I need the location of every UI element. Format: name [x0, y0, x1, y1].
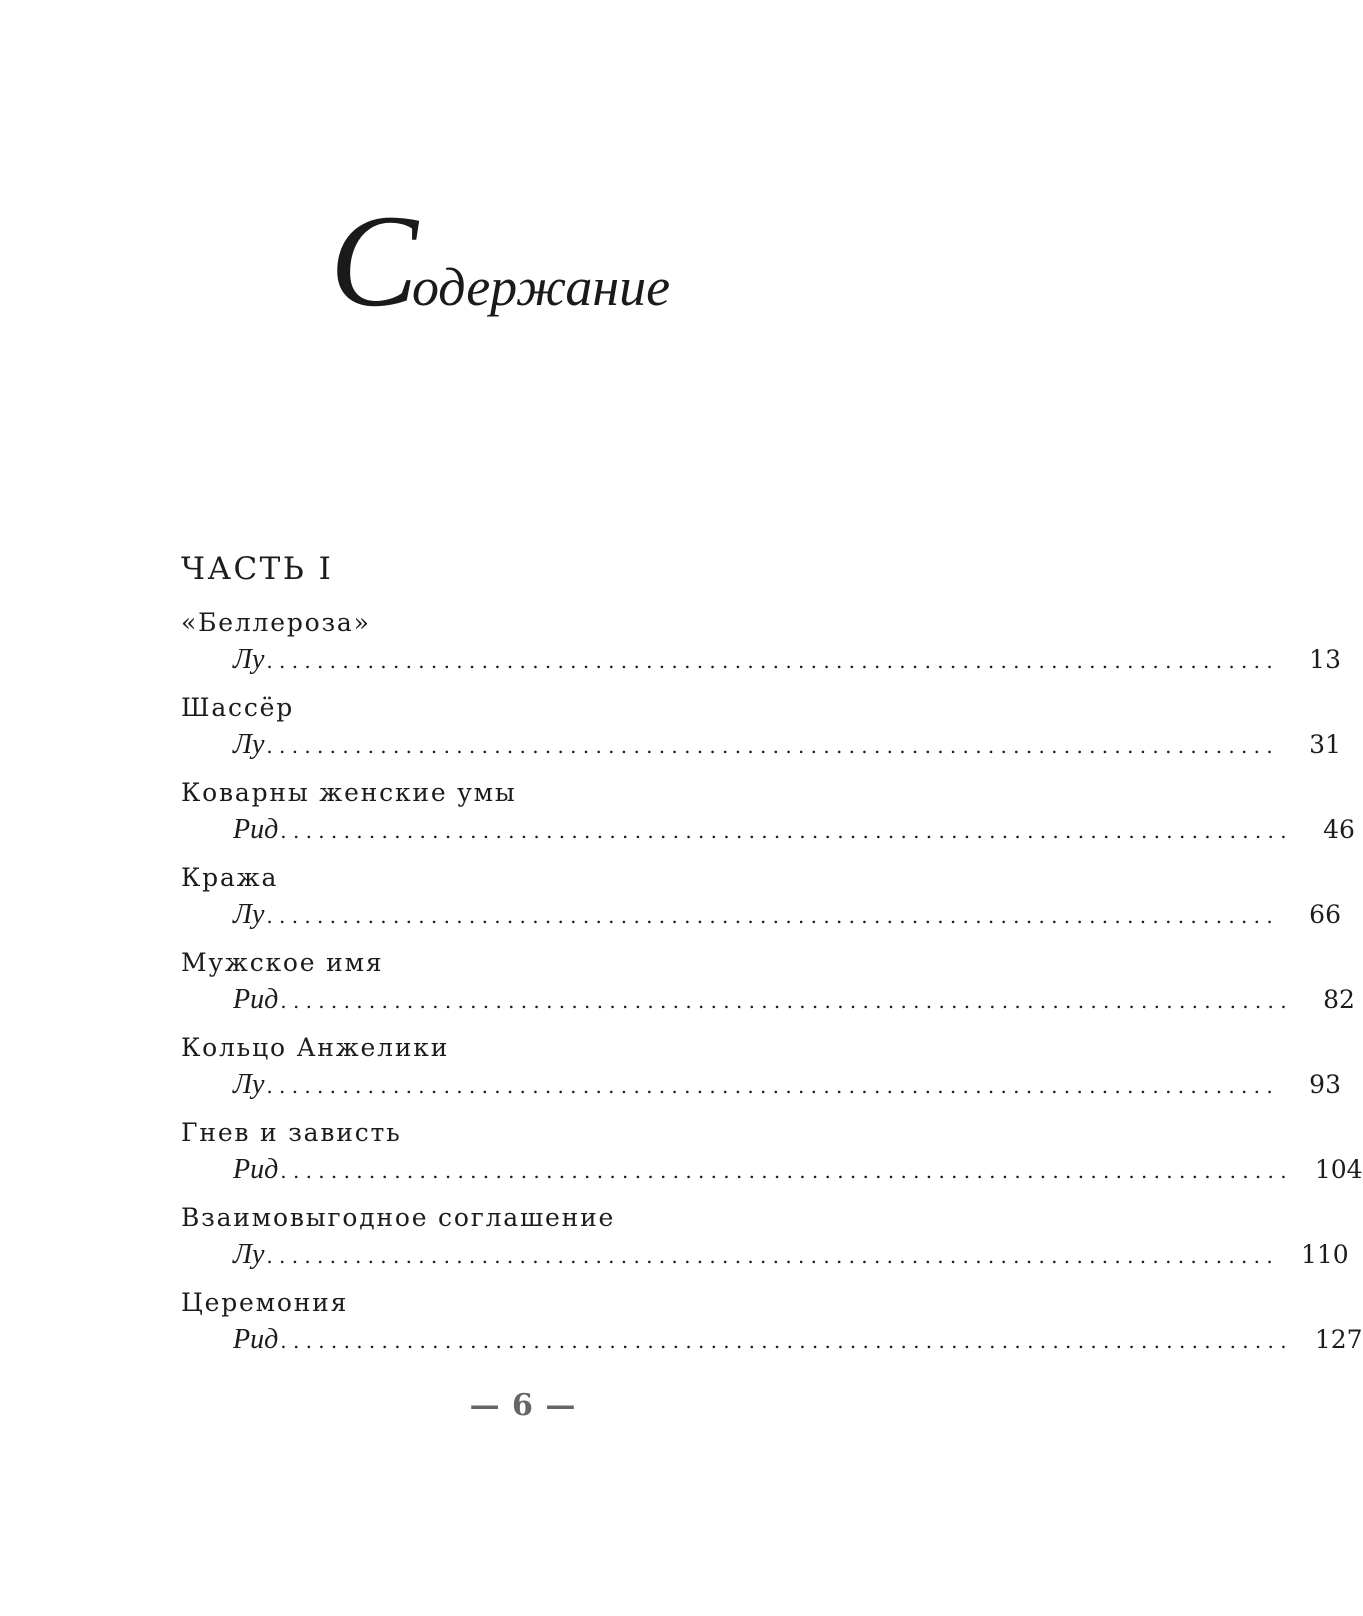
toc-entry[interactable]: [181, 606, 1341, 691]
toc-entry[interactable]: [181, 861, 1341, 946]
toc-entry[interactable]: [181, 946, 1355, 1031]
title-rest: одержание: [411, 257, 671, 317]
narrator-line: [233, 983, 1355, 1017]
page-number: 13: [1309, 645, 1341, 674]
narrator-line: [233, 898, 1341, 932]
dot-leader: ................................................................................: [266, 904, 1279, 928]
chapter-title: Взаимовыгодное соглашение: [181, 1203, 616, 1232]
page-number: 127: [1314, 1325, 1363, 1354]
page-number: 46: [1323, 815, 1355, 844]
page-number: 82: [1323, 985, 1355, 1014]
toc-entry[interactable]: [181, 1116, 1363, 1201]
chapter-title: Церемония: [181, 1288, 349, 1317]
dot-leader: ................................................................................: [266, 734, 1279, 758]
narrator-line: [233, 643, 1341, 677]
page-number: 31: [1309, 730, 1341, 759]
toc-entry[interactable]: [181, 691, 1341, 776]
toc-entry[interactable]: [181, 776, 1355, 861]
page-number: 110: [1300, 1240, 1349, 1269]
chapter-title: Гнев и зависть: [181, 1118, 402, 1147]
narrator-name: Лу: [233, 1069, 265, 1100]
chapter-title: Кольцо Анжелики: [181, 1033, 450, 1062]
narrator-name: Лу: [233, 1239, 265, 1270]
chapter-title: «Беллероза»: [181, 608, 371, 637]
dot-leader: ................................................................................: [280, 1159, 1293, 1183]
page-number: 66: [1309, 900, 1341, 929]
narrator-line: [233, 1153, 1363, 1187]
narrator-line: [233, 1323, 1363, 1357]
narrator-name: Лу: [233, 729, 265, 760]
toc-entry[interactable]: [181, 1286, 1363, 1371]
narrator-line: [233, 813, 1355, 847]
table-of-contents: [181, 606, 1363, 1371]
dot-leader: ................................................................................: [280, 1329, 1293, 1353]
page-folio: — 6 —: [469, 1388, 577, 1423]
chapter-title: Кража: [181, 863, 279, 892]
dot-leader: ................................................................................: [266, 649, 1279, 673]
chapter-title: Коварны женские умы: [181, 778, 517, 807]
narrator-name: Рид: [233, 814, 279, 845]
narrator-line: [233, 1068, 1341, 1102]
toc-entry[interactable]: [181, 1201, 1349, 1286]
dot-leader: ................................................................................: [280, 989, 1293, 1013]
title-initial: С: [329, 187, 418, 334]
narrator-line: [233, 1238, 1349, 1272]
dot-leader: ................................................................................: [266, 1244, 1279, 1268]
narrator-name: Рид: [233, 1324, 279, 1355]
narrator-name: Лу: [233, 644, 265, 675]
narrator-name: Рид: [233, 1154, 279, 1185]
toc-entry[interactable]: [181, 1031, 1341, 1116]
dot-leader: ................................................................................: [280, 819, 1293, 843]
page-number: 93: [1309, 1070, 1341, 1099]
narrator-name: Лу: [233, 899, 265, 930]
chapter-title: Мужское имя: [181, 948, 384, 977]
page-title: [0, 187, 1000, 334]
part-heading: ЧАСТЬ I: [181, 551, 334, 587]
chapter-title: Шассёр: [181, 693, 295, 722]
dot-leader: ................................................................................: [266, 1074, 1279, 1098]
page-number: 104: [1314, 1155, 1363, 1184]
narrator-name: Рид: [233, 984, 279, 1015]
narrator-line: [233, 728, 1341, 762]
